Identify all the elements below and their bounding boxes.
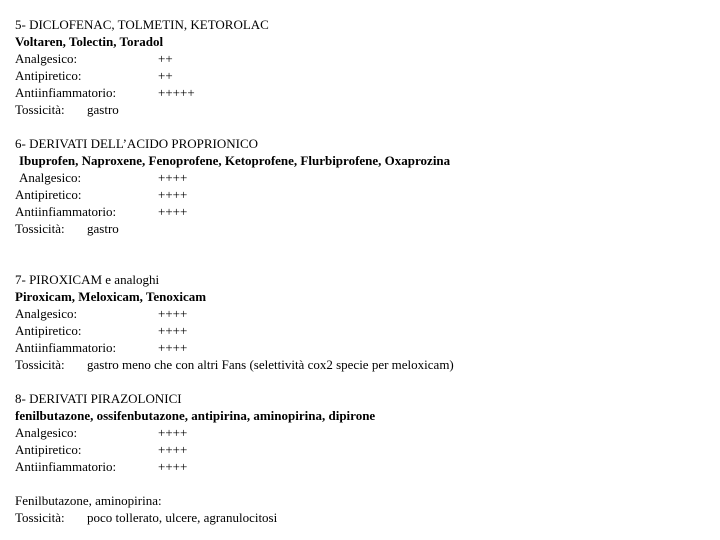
section-8-note: Fenilbutazone, aminopirina:	[15, 493, 162, 508]
antiinflammatory-value: ++++	[158, 340, 188, 355]
section-6-drugs: Ibuprofen, Naproxene, Fenoprofene, Ketoprofene, Flurbiprofene, Oxaprozina	[19, 153, 451, 168]
antipyretic-label: Antipiretico:	[15, 442, 82, 457]
antipyretic-value: ++	[158, 68, 173, 83]
analgesic-label: Analgesico:	[15, 306, 78, 321]
antipyretic-value: ++++	[158, 442, 188, 457]
section-8-antipyretic-row	[15, 441, 705, 458]
section-7-antipyretic-row	[15, 322, 705, 339]
section-5-drugs: Voltaren, Tolectin, Toradol	[15, 34, 164, 49]
section-7-analgesic-row	[15, 305, 705, 322]
section-8-drugs: fenilbutazone, ossifenbutazone, antipirina, aminopirina, dipirone	[15, 408, 376, 423]
spacer	[15, 237, 705, 271]
antiinflammatory-value: ++++	[158, 204, 188, 219]
section-8-toxicity-row	[15, 509, 705, 526]
antipyretic-label: Antipiretico:	[15, 187, 82, 202]
section-6-toxicity-row	[15, 220, 705, 237]
analgesic-label: Analgesico:	[15, 51, 78, 66]
analgesic-value: ++++	[158, 425, 188, 440]
toxicity-value: gastro	[87, 102, 119, 117]
section-8-analgesic-row	[15, 424, 705, 441]
document-page	[15, 16, 705, 526]
section-7-toxicity-row	[15, 356, 705, 373]
analgesic-label: Analgesico:	[19, 170, 82, 185]
antiinflammatory-label: Antiinfiammatorio:	[15, 85, 117, 100]
antiinflammatory-label: Antiinfiammatorio:	[15, 459, 117, 474]
antipyretic-value: ++++	[158, 323, 188, 338]
toxicity-label: Tossicità:	[15, 510, 65, 525]
section-5-toxicity-row	[15, 101, 705, 118]
section-6-title: 6- DERIVATI DELL’ACIDO PROPRIONICO	[15, 136, 259, 151]
toxicity-label: Tossicità:	[15, 357, 65, 372]
analgesic-value: ++++	[158, 306, 188, 321]
section-5-antiinflammatory-row	[15, 84, 705, 101]
toxicity-label: Tossicità:	[15, 102, 65, 117]
section-6-analgesic-row	[15, 169, 705, 186]
antiinflammatory-label: Antiinfiammatorio:	[15, 204, 117, 219]
section-7-title: 7- PIROXICAM e analoghi	[15, 272, 160, 287]
spacer	[15, 373, 705, 390]
section-8-antiinflammatory-row	[15, 458, 705, 475]
antipyretic-label: Antipiretico:	[15, 323, 82, 338]
antipyretic-label: Antipiretico:	[15, 68, 82, 83]
analgesic-label: Analgesico:	[15, 425, 78, 440]
section-5-antipyretic-row	[15, 67, 705, 84]
section-8-title: 8- DERIVATI PIRAZOLONICI	[15, 391, 182, 406]
section-5-analgesic-row	[15, 50, 705, 67]
section-6-antiinflammatory-row	[15, 203, 705, 220]
spacer	[15, 475, 705, 492]
toxicity-value: poco tollerato, ulcere, agranulocitosi	[87, 510, 278, 525]
section-6-antipyretic-row	[15, 186, 705, 203]
toxicity-value: gastro	[87, 221, 119, 236]
analgesic-value: ++++	[158, 170, 188, 185]
antiinflammatory-value: +++++	[158, 85, 195, 100]
toxicity-label: Tossicità:	[15, 221, 65, 236]
section-7-antiinflammatory-row	[15, 339, 705, 356]
antiinflammatory-value: ++++	[158, 459, 188, 474]
analgesic-value: ++	[158, 51, 173, 66]
spacer	[15, 118, 705, 135]
section-7-drugs: Piroxicam, Meloxicam, Tenoxicam	[15, 289, 207, 304]
antiinflammatory-label: Antiinfiammatorio:	[15, 340, 117, 355]
section-5-title: 5- DICLOFENAC, TOLMETIN, KETOROLAC	[15, 17, 269, 32]
toxicity-value: gastro meno che con altri Fans (selettività cox2 specie per meloxicam)	[87, 357, 454, 372]
antipyretic-value: ++++	[158, 187, 188, 202]
